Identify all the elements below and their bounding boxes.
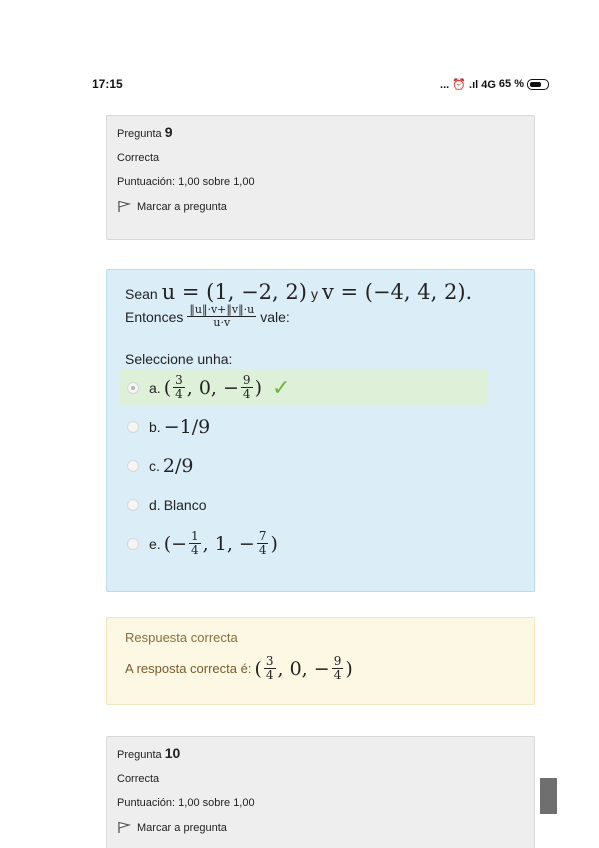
feedback-box [106, 617, 535, 705]
flag-question-link[interactable]: Marcar a pregunta [117, 200, 524, 213]
feedback-title: Respuesta correcta [125, 630, 238, 645]
radio-d[interactable] [127, 499, 139, 511]
question-10-info [106, 736, 535, 848]
answer-option-c[interactable]: c. 2/9 [119, 447, 487, 484]
question-score: Puntuación: 1,00 sobre 1,00 [117, 176, 255, 188]
question-9-info [106, 115, 535, 240]
status-indicators [440, 78, 549, 91]
radio-a[interactable] [127, 382, 139, 394]
vector-v: v = (−4, 4, 2). [321, 280, 473, 304]
status-bar [90, 70, 555, 98]
vector-u: u = (1, −2, 2) [161, 280, 307, 304]
question-prompt-line2: Entonces $\frac{‖u‖\cdot v+‖v‖\cdot u}{u\cdot v}$ vale: [125, 303, 290, 330]
radio-e[interactable] [127, 538, 139, 550]
correct-check-icon: ✓ [271, 374, 291, 400]
flag-icon [117, 821, 131, 834]
answer-option-b[interactable]: b. −1/9 [119, 408, 487, 445]
question-number: 9 [164, 124, 173, 140]
battery-icon [527, 79, 549, 90]
signal-icons: ... ⏰ .ıl 4G [440, 78, 496, 91]
question-title: Pregunta 9 [117, 124, 173, 140]
quiz-page [90, 70, 555, 848]
question-state: Correcta [117, 773, 160, 785]
answer-a-value: ( $\frac{3}{4}$ , 0, − $\frac{9}{4}$ ) [163, 373, 262, 402]
question-score: Puntuación: 1,00 sobre 1,00 [117, 797, 255, 809]
answer-option-d[interactable]: d. Blanco [119, 486, 487, 523]
feedback-correct-answer: A resposta correcta é: ( $\frac{3}{4}$ , 0, − $\frac{9}{4}$ ) [125, 654, 353, 683]
question-number: 10 [164, 745, 181, 761]
answer-option-a[interactable]: a. ( $\frac{3}{4}$ , 0, − $\frac{9}{4}$ ) ✓ [119, 369, 487, 406]
question-state: Correcta [117, 152, 160, 164]
question-title: Pregunta 10 [117, 745, 181, 761]
question-formulation [106, 269, 535, 592]
flag-question-link[interactable]: Marcar a pregunta [117, 821, 524, 834]
expression-fraction: $\frac{‖u‖\cdot v+‖v‖\cdot u}{u\cdot v}$ [189, 303, 255, 330]
question-prompt: Sean u = (1, −2, 2) y v = (−4, 4, 2). [125, 280, 473, 304]
answer-b-value: −1/9 [163, 415, 211, 438]
scrollbar-thumb[interactable] [540, 778, 557, 814]
answer-option-e[interactable]: e. (− $\frac{1}{4}$ , 1, − $\frac{7}{4}$ ) [119, 525, 487, 562]
status-time: 17:15 [92, 77, 123, 91]
answer-d-value: Blanco [163, 496, 207, 513]
feedback-answer-value: ( $\frac{3}{4}$ , 0, − $\frac{9}{4}$ ) [254, 654, 353, 683]
radio-c[interactable] [127, 460, 139, 472]
answer-c-value: 2/9 [162, 454, 194, 477]
battery-percent: 65 % [498, 78, 524, 90]
flag-icon [117, 200, 131, 213]
choose-label: Seleccione unha: [125, 351, 233, 368]
radio-b[interactable] [127, 421, 139, 433]
answer-e-value: (− $\frac{1}{4}$ , 1, − $\frac{7}{4}$ ) [163, 529, 278, 558]
